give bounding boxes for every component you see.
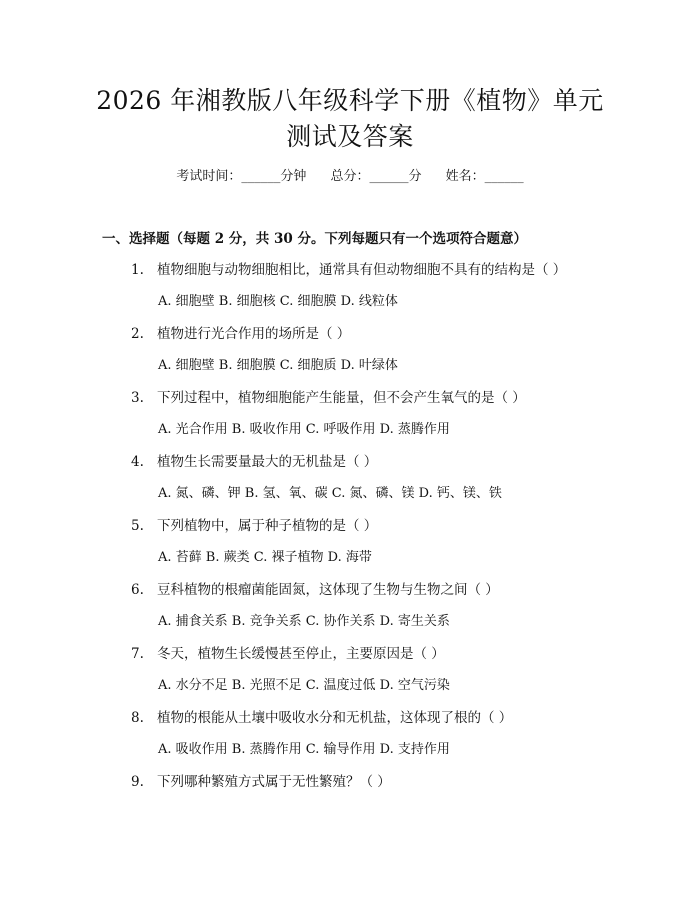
question-stem: 冬天，植物生长缓慢甚至停止，主要原因是（ ） bbox=[157, 646, 445, 662]
question-4 bbox=[131, 452, 651, 472]
question-stem: 下列哪种繁殖方式属于无性繁殖？（ ） bbox=[157, 774, 391, 790]
section-heading-multiple-choice: 一、选择题（每题 2 分，共 30 分。下列每题只有一个选项符合题意） bbox=[102, 231, 527, 247]
question-stem: 豆科植物的根瘤菌能固氮，这体现了生物与生物之间（ ） bbox=[157, 582, 499, 598]
question-6 bbox=[131, 580, 651, 600]
question-6-options: A. 捕食关系 B. 竞争关系 C. 协作关系 D. 寄生关系 bbox=[158, 614, 450, 629]
question-number: 1. bbox=[131, 262, 144, 278]
question-stem: 植物进行光合作用的场所是（ ） bbox=[157, 326, 351, 342]
question-2-options: A. 细胞壁 B. 细胞膜 C. 细胞质 D. 叶绿体 bbox=[158, 358, 398, 373]
question-7 bbox=[131, 644, 651, 664]
question-number: 2. bbox=[131, 326, 144, 342]
question-number: 8. bbox=[131, 710, 144, 726]
question-stem: 植物生长需要量最大的无机盐是（ ） bbox=[157, 454, 378, 470]
student-name-field: 姓名：______ bbox=[445, 169, 524, 184]
question-number: 6. bbox=[131, 582, 144, 598]
question-1 bbox=[131, 260, 651, 280]
question-4-options: A. 氮、磷、钾 B. 氢、氧、碳 C. 氮、磷、镁 D. 钙、镁、铁 bbox=[158, 486, 502, 501]
question-stem: 植物的根能从土壤中吸收水分和无机盐，这体现了根的（ ） bbox=[157, 710, 513, 726]
question-5 bbox=[131, 516, 651, 536]
question-3-options: A. 光合作用 B. 吸收作用 C. 呼吸作用 D. 蒸腾作用 bbox=[158, 422, 450, 437]
question-stem: 植物细胞与动物细胞相比，通常具有但动物细胞不具有的结构是（ ） bbox=[157, 262, 567, 278]
question-3 bbox=[131, 388, 651, 408]
question-number: 3. bbox=[131, 390, 144, 406]
question-5-options: A. 苔藓 B. 蕨类 C. 裸子植物 D. 海带 bbox=[158, 550, 372, 565]
question-number: 7. bbox=[131, 646, 144, 662]
question-number: 4. bbox=[131, 454, 144, 470]
question-8-options: A. 吸收作用 B. 蒸腾作用 C. 输导作用 D. 支持作用 bbox=[158, 742, 450, 757]
question-stem: 下列植物中，属于种子植物的是（ ） bbox=[157, 518, 378, 534]
question-8 bbox=[131, 708, 651, 728]
document-title-line-2: 测试及答案 bbox=[286, 122, 414, 151]
question-9 bbox=[131, 772, 651, 792]
question-number: 9. bbox=[131, 774, 144, 790]
document-title-line-1: 2026 年湘教版八年级科学下册《植物》单元 bbox=[96, 86, 604, 115]
total-score-field: 总分：______分 bbox=[330, 169, 422, 184]
exam-meta bbox=[0, 167, 700, 187]
question-stem: 下列过程中，植物细胞能产生能量，但不会产生氧气的是（ ） bbox=[157, 390, 526, 406]
question-2 bbox=[131, 324, 651, 344]
question-1-options: A. 细胞壁 B. 细胞核 C. 细胞膜 D. 线粒体 bbox=[158, 294, 398, 309]
question-number: 5. bbox=[131, 518, 144, 534]
question-7-options: A. 水分不足 B. 光照不足 C. 温度过低 D. 空气污染 bbox=[158, 678, 450, 693]
exam-time-field: 考试时间：______分钟 bbox=[176, 169, 307, 184]
